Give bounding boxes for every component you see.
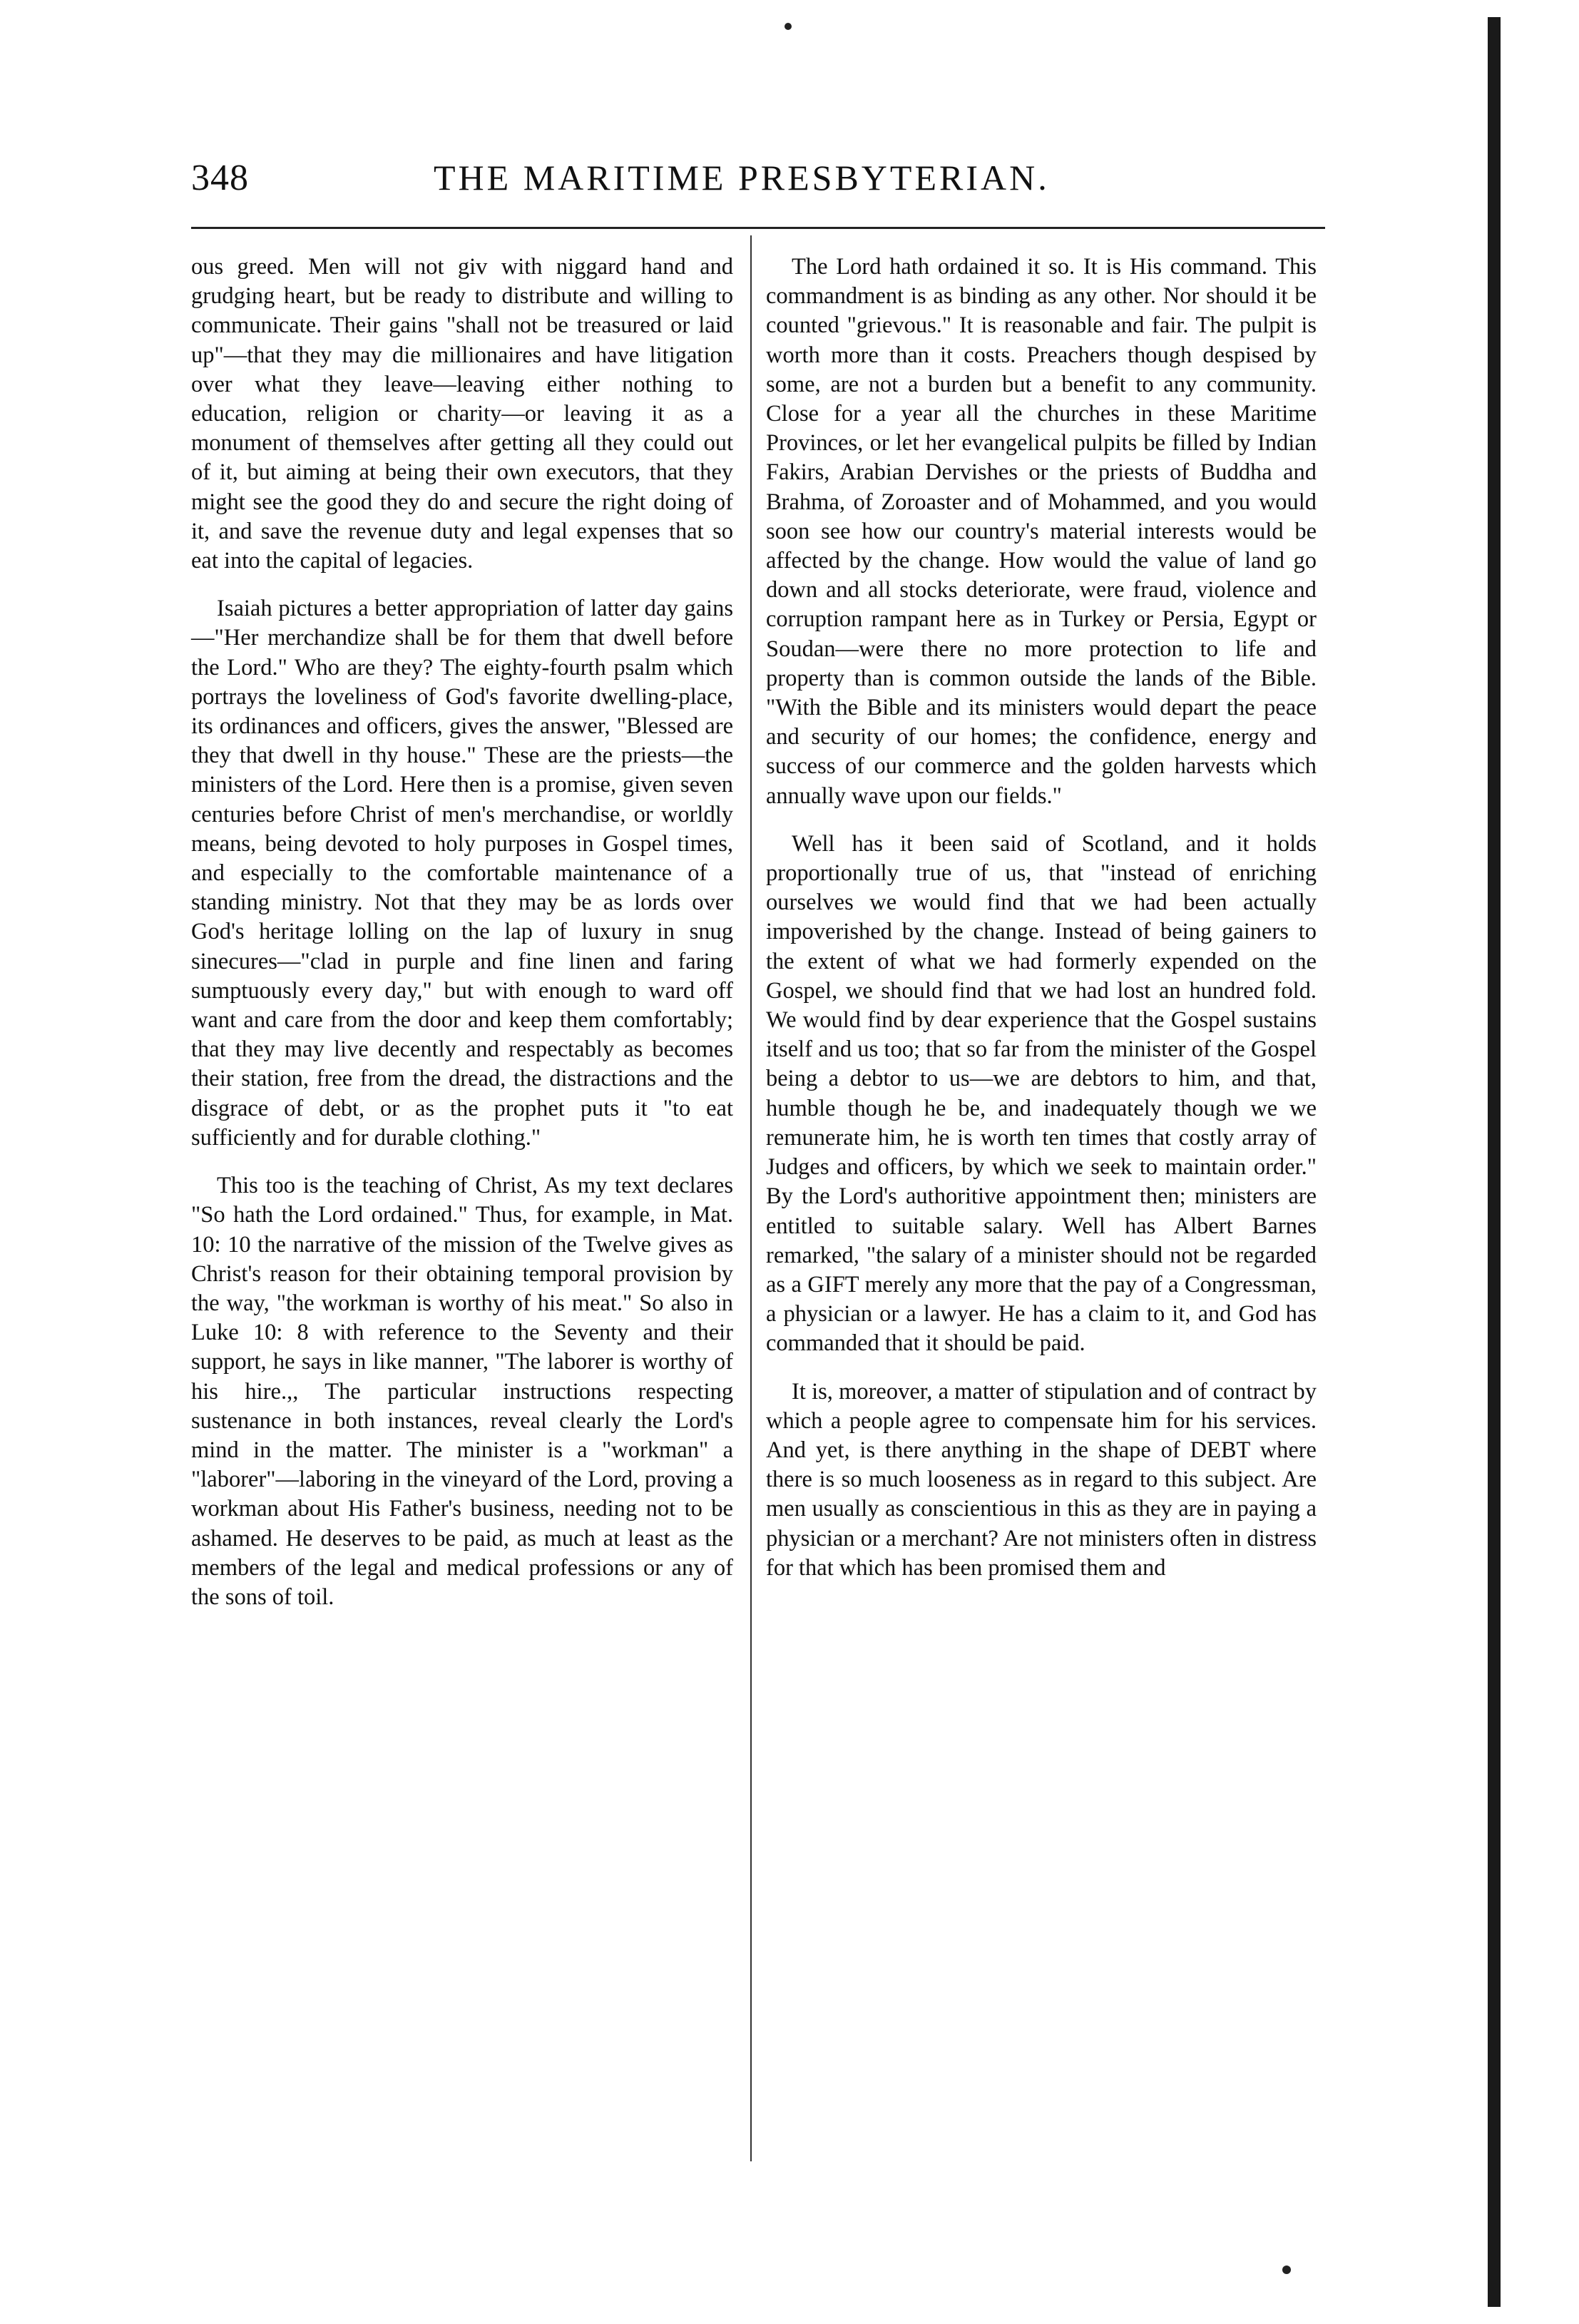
- page-edge-bar: [1488, 17, 1501, 2307]
- ink-speck: [1282, 2266, 1291, 2274]
- paragraph: Well has it been said of Scotland, and it holds proportionally true of us, that "instead of enriching ourselves we would find that we had been actually impoverished by the change. Instead of being gainers to the extent of what we had formerly expended on the Gospel, we should find that we had lost an hundred fold. We would find by dear experience that the Gospel sustains itself and us too; that so far from the minister of the Gospel being a debtor to us—we are debtors to him, and that, humble though he be, and inadequately though we we remunerate him, he is worth ten times that costly array of Judges and officers, by which we seek to maintain order." By the Lord's authoritive appointment then; ministers are entitled to suitable salary. Well has Albert Barnes remarked, "the salary of a minister should not be regarded as a GIFT merely any more that the pay of a Congressman, a physician or a lawyer. He has a claim to it, and God has commanded that it should be paid.: [766, 830, 1317, 1357]
- paragraph: This too is the teaching of Christ, As my text declares "So hath the Lord ordained." Thus, for example, in Mat. 10: 10 the narrative of the mission of the Twelve gives as Christ's reason for their obtaining temporal provision by the way, "the workman is worthy of his meat." So also in Luke 10: 8 with reference to the Seventy and their support, he says in like manner, "The laborer is worthy of his hire.,, The particular instructions respecting sustenance in both instances, reveal clearly the Lord's mind in the matter. The minister is a "workman" a "laborer"—laboring in the vineyard of the Lord, proving a workman about His Father's business, needing not to be ashamed. He deserves to be paid, as much at least as the members of the legal and medical professions or any of the sons of toil.: [191, 1173, 733, 1610]
- paragraph: Isaiah pictures a better appropriation of latter day gains—"Her merchandize shall be for them that dwell before the Lord." Who are they? The eighty-fourth psalm which portrays the loveliness of God's favorite dwelling-place, its ordinances and officers, gives the answer, "Blessed are they that dwell in thy house." These are the priests—the ministers of the Lord. Here then is a promise, given seven centuries before Christ of men's merchandise, or worldly means, being devoted to holy purposes in Gospel times, and especially to the comfortable maintenance of a standing ministry. Not that they may be as lords over God's heritage lolling on the lap of luxury in snug sinecures—"clad in purple and fine linen and faring sumptuously every day," but with enough to ward off want and care from the door and keep them comfortably; that they may live decently and respectably as becomes their station, free from the dread, the distractions and the disgrace of debt, or as the prophet puts it "to eat sufficiently and for durable clothing.": [191, 596, 733, 1151]
- column-divider: [750, 235, 752, 2161]
- right-column: [766, 253, 1317, 1601]
- page-header: [191, 157, 1325, 207]
- left-column: [191, 253, 733, 1631]
- paragraph: The Lord hath ordained it so. It is His command. This commandment is as binding as any other. Nor should it be counted "grievous." It is reasonable and fair. The pulpit is worth more than it costs. Preachers though despised by some, are not a burden but a benefit to any community. Close for a year all the churches in these Maritime Provinces, or let her evangelical pulpits be filled by Indian Fakirs, Arabian Dervishes or the priests of Buddha and Brahma, of Zoroaster and of Mohammed, and you would soon see how our country's material interests would be affected by the change. How would the value of land go down and all stocks deteriorate, were fraud, violence and corruption rampant here as in Turkey or Persia, Egypt or Soudan—were there no more protection to life and property than is common outside the lands of the Bible. "With the Bible and its ministers would depart the peace and security of our homes; the confidence, energy and success of our commerce and the golden harvests which annually wave upon our fields.": [766, 254, 1317, 809]
- paragraph: ous greed. Men will not giv with niggard hand and grudging heart, but be ready to distribute and willing to communicate. Their gains "shall not be treasured or laid up"—that they may die millionaires and have litigation over what they leave—leaving either nothing to education, religion or charity—or leaving it as a monument of themselves after getting all they could out of it, but aiming at being their own executors, that they might see the good they do and secure the right doing of it, and save the revenue duty and legal expenses that so eat into the capital of legacies.: [191, 254, 733, 574]
- header-rule: [191, 227, 1325, 229]
- page-number: 348: [191, 158, 249, 198]
- running-title: THE MARITIME PRESBYTERIAN.: [434, 158, 1050, 198]
- paragraph: It is, moreover, a matter of stipulation and of contract by which a people agree to compensate him for his services. And yet, is there anything in the shape of DEBT where there is so much looseness as in regard to this subject. Are men usually as conscientious in this as they are in paying a physician or a merchant? Are not ministers often in distress for that which has been promised them and: [766, 1378, 1317, 1581]
- ink-speck: [785, 23, 792, 30]
